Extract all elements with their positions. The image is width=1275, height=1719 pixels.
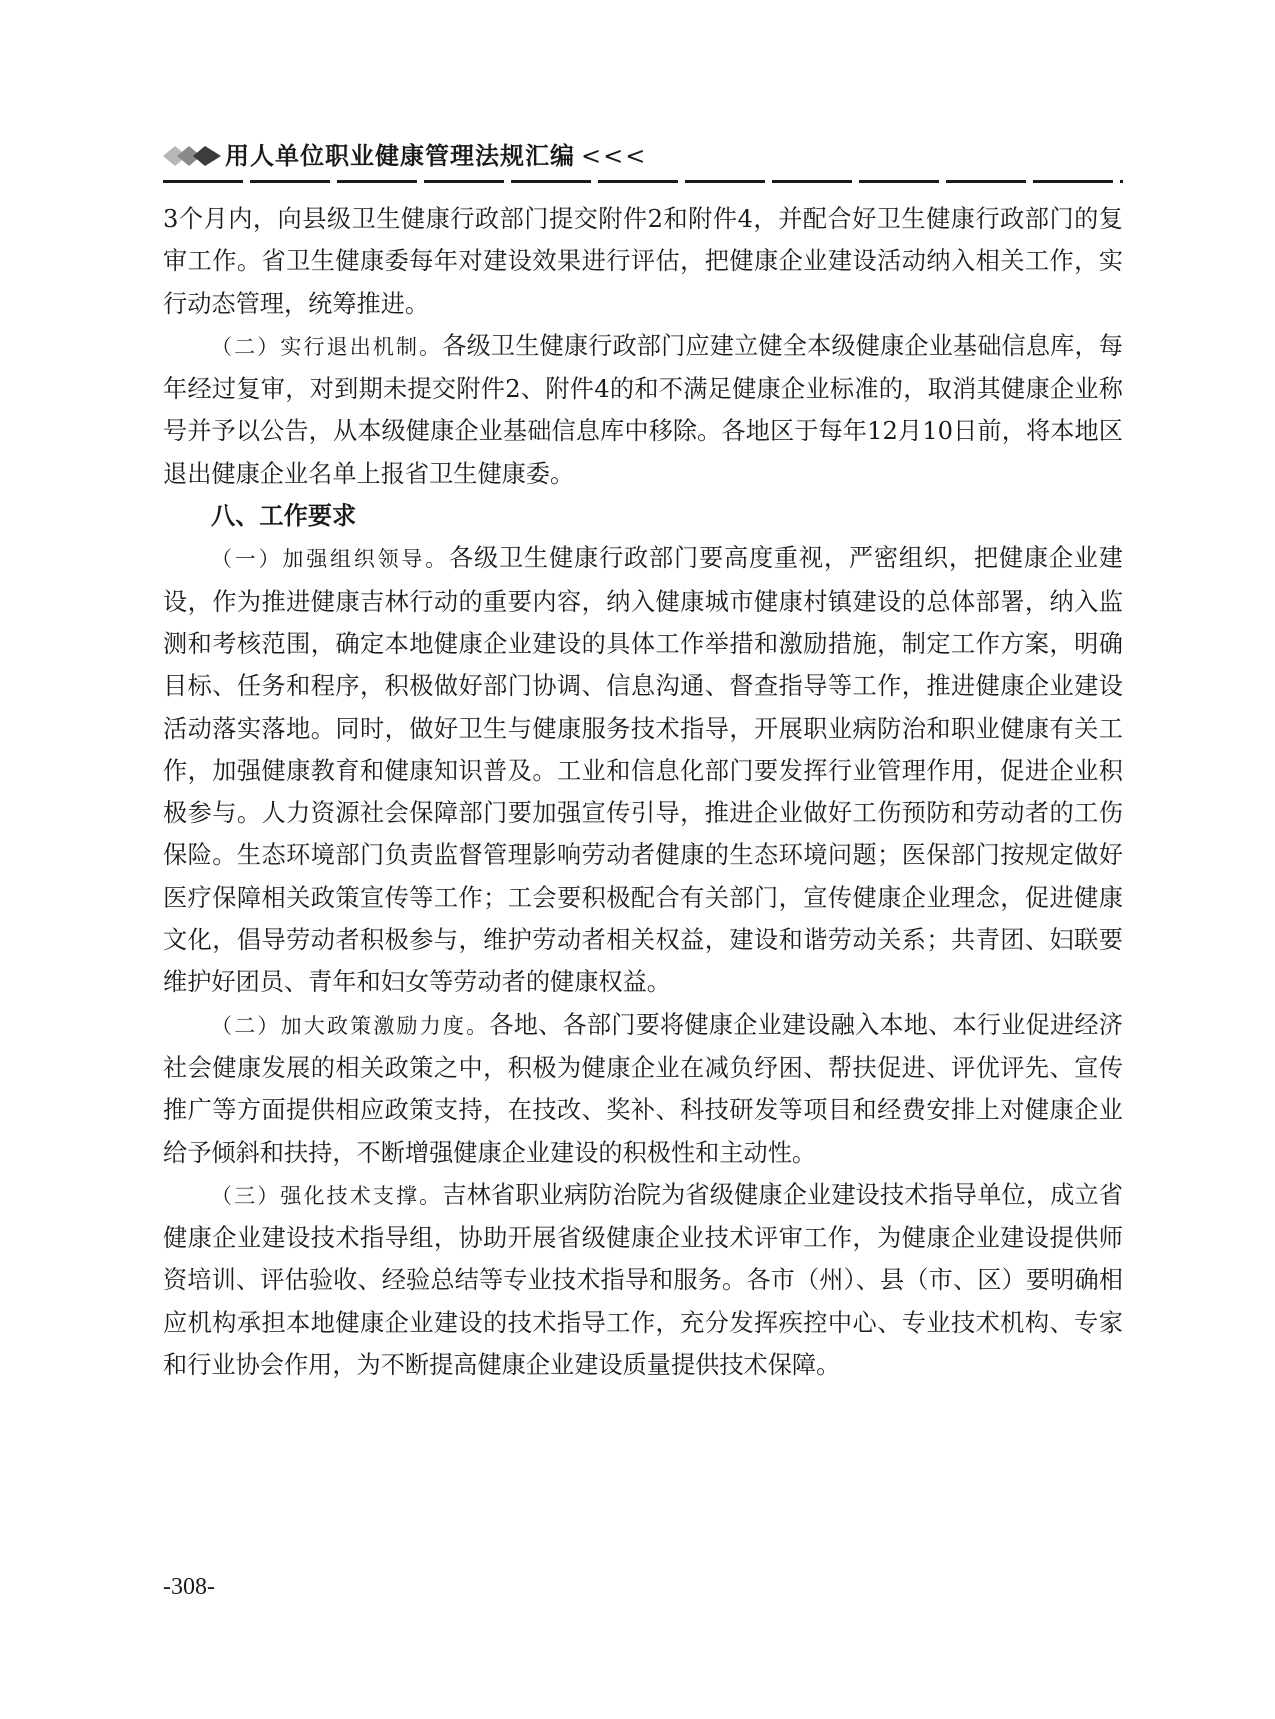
paragraph-leadership xyxy=(163,537,1123,1003)
section-heading: 八、工作要求 xyxy=(211,502,357,531)
header-chevrons: <<< xyxy=(581,142,648,170)
double-diamond-arrow-icon xyxy=(163,144,225,168)
book-title-text: 用人单位职业健康管理法规汇编 xyxy=(225,141,575,170)
paragraph-exit-mechanism xyxy=(163,325,1123,495)
subsection-label: （一）加强组织领导。 xyxy=(211,547,450,572)
paragraph-text: 各级卫生健康行政部门要高度重视，严密组织，把健康企业建设，作为推进健康吉林行动的重要内容，纳入健康城市健康村镇建设的总体部署，纳入监测和考核范围，确定本地健康企业建设的具体工作举措和激励措施，制定工作方案，明确目标、任务和程序，积极做好部门协调、信息沟通、督查指导等工作，推进健康企业建设活动落实落地。同时，做好卫生与健康服务技术指导，开展职业病防治和职业健康有关工作，加强健康教育和健康知识普及。工业和信息化部门要发挥行业管理作用，促进企业积极参与。人力资源社会保障部门要加强宣传引导，推进企业做好工伤预防和劳动者的工伤保险。生态环境部门负责监督管理影响劳动者健康的生态环境问题；医保部门按规定做好医疗保障相关政策宣传等工作；工会要积极配合有关部门，宣传健康企业理念，促进健康文化，倡导劳动者积极参与，维护劳动者相关权益，建设和谐劳动关系；共青团、妇联要维护好团员、青年和妇女等劳动者的健康权益。 xyxy=(163,544,1123,997)
header-dashed-rule xyxy=(163,180,1123,183)
paragraph-text: 各级卫生健康行政部门应建立健全本级健康企业基础信息库，每年经过复审，对到期未提交附件2、附件4的和不满足健康企业标准的，取消其健康企业称号并予以公告，从本级健康企业基础信息库中移除。各地区于每年12月10日前，将本地区退出健康企业名单上报省卫生健康委。 xyxy=(163,331,1123,488)
book-title xyxy=(225,138,647,174)
page-body xyxy=(163,198,1123,1386)
paragraph-text: 吉林省职业病防治院为省级健康企业建设技术指导单位，成立省健康企业建设技术指导组，协助开展省级健康企业技术评审工作，为健康企业建设提供师资培训、评估验收、经验总结等专业技术指导和服务。各市（州）、县（市、区）要明确相应机构承担本地健康企业建设的技术指导工作，充分发挥疾控中心、专业技术机构、专家和行业协会作用，为不断提高健康企业建设质量提供技术保障。 xyxy=(163,1180,1123,1380)
paragraph-technical-support xyxy=(163,1174,1123,1386)
subsection-label: （二）加大政策激励力度。 xyxy=(211,1013,490,1038)
paragraph-continuation: 3个月内，向县级卫生健康行政部门提交附件2和附件4，并配合好卫生健康行政部门的复审工作。省卫生健康委每年对建设效果进行评估，把健康企业建设活动纳入相关工作，实行动态管理，统筹推进。 xyxy=(163,205,1123,318)
paragraph-policy-incentives xyxy=(163,1004,1123,1174)
subsection-label: （三）强化技术支撑。 xyxy=(211,1183,443,1208)
page-number: -308- xyxy=(163,1574,215,1600)
paragraph-text: 各地、各部门要将健康企业建设融入本地、本行业促进经济社会健康发展的相关政策之中，积极为健康企业在减负纾困、帮扶促进、评优评先、宣传推广等方面提供相应政策支持，在技改、奖补、科技研发等项目和经费安排上对健康企业给予倾斜和扶持，不断增强健康企业建设的积极性和主动性。 xyxy=(163,1010,1123,1167)
subsection-label: （二）实行退出机制。 xyxy=(211,334,443,359)
running-header xyxy=(163,138,1123,178)
